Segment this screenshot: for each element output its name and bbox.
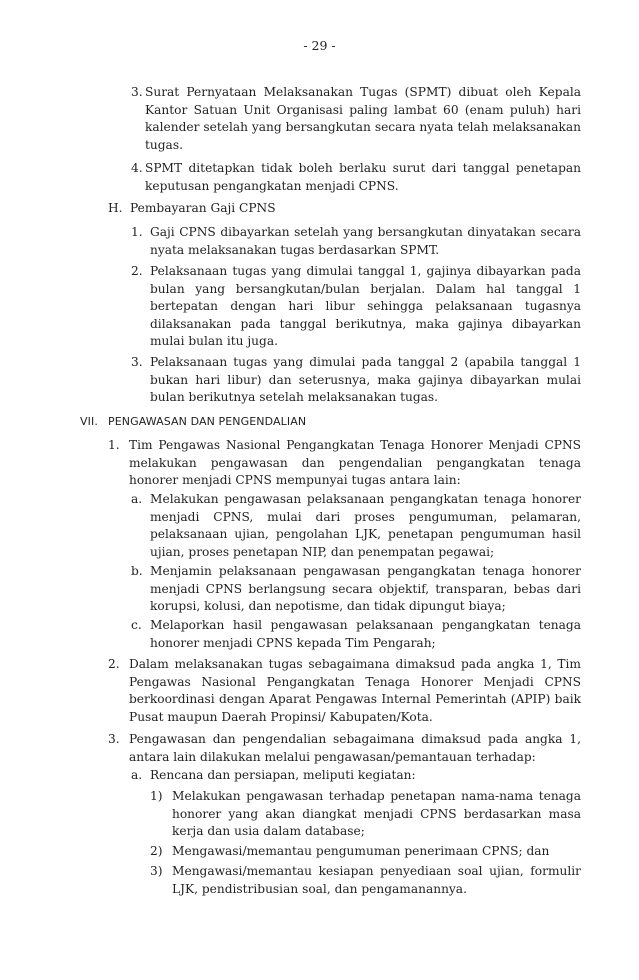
- item-number: 2.: [108, 657, 120, 671]
- item-text: Pelaksanaan tugas yang dimulai pada tanggal 2 (apabila tanggal 1 bukan hari libur) dan seterusnya, maka gajinya dibayarkan mulai bulan berikutnya setelah melaksanakan tugas.: [150, 355, 581, 405]
- section-h-item-2: [131, 263, 581, 351]
- item-text: Rencana dan persiapan, meliputi kegiatan:: [150, 768, 416, 782]
- item-text: Mengawasi/memantau pengumuman penerimaan CPNS; dan: [172, 844, 550, 858]
- item-text: Menjamin pelaksanaan pengawasan pengangkatan tenaga honorer menjadi CPNS berlangsung secara objektif, transparan, bebas dari korupsi, kolusi, dan nepotisme, dan tidak dipungut biaya;: [150, 564, 581, 614]
- section-vii-item-1: [108, 437, 581, 490]
- spmt-item-3: [131, 84, 581, 154]
- item-number: a.: [131, 768, 143, 782]
- section-title: Pembayaran Gaji CPNS: [130, 201, 276, 215]
- page-number: - 29 -: [303, 38, 336, 53]
- item-number: 3.: [131, 355, 143, 369]
- section-h-heading: [108, 200, 581, 218]
- item-number: 2.: [131, 264, 143, 278]
- item-number: 1): [150, 789, 163, 803]
- item-text: Melakukan pengawasan terhadap penetapan nama-nama tenaga honorer yang akan diangkat menjadi CPNS berdasarkan masa kerja dan usia dalam database;: [172, 789, 581, 839]
- section-vii-item-3-point-2: [150, 843, 581, 861]
- item-text: Melaporkan hasil pengawasan pelaksanaan pengangkatan tenaga honorer menjadi CPNS kepada Tim Pengarah;: [150, 618, 581, 650]
- section-label: VII.: [80, 415, 98, 428]
- section-vii-item-1-sub-a: [131, 491, 581, 561]
- section-label: H.: [108, 201, 123, 215]
- item-number: b.: [131, 564, 143, 578]
- item-text: Dalam melaksanakan tugas sebagaimana dimaksud pada angka 1, Tim Pengawas Nasional Pengangkatan Tenaga Honorer Menjadi CPNS berkoordinasi dengan Aparat Pengawas Internal Pemerintah (APIP) baik Pusat maupun Daerah Propinsi/ Kabupaten/Kota.: [129, 657, 581, 724]
- item-text: SPMT ditetapkan tidak boleh berlaku surut dari tanggal penetapan keputusan pengangkatan menjadi CPNS.: [145, 161, 581, 193]
- section-vii-item-1-sub-c: [131, 617, 581, 652]
- section-vii-item-2: [108, 656, 581, 726]
- item-number: 1.: [131, 225, 143, 239]
- item-number: c.: [131, 618, 142, 632]
- item-text: Pelaksanaan tugas yang dimulai tanggal 1, gajinya dibayarkan pada bulan yang bersangkutan/bulan berjalan. Dalam hal tanggal 1 bertepatan dengan hari libur sehingga pelaksanaan tugasnya dilaksanakan pada tanggal berikutnya, maka gajinya dibayarkan mulai bulan itu juga.: [150, 264, 581, 349]
- item-number: 1.: [108, 438, 120, 452]
- section-vii-heading: [80, 413, 306, 430]
- item-text: Melakukan pengawasan pelaksanaan pengangkatan tenaga honorer menjadi CPNS, mulai dari proses pengumuman, pelamaran, pelaksanaan ujian, pengolahan LJK, penetapan pengumuman hasil ujian, proses penetapan NIP, dan penempatan pegawai;: [150, 492, 581, 559]
- item-text: Tim Pengawas Nasional Pengangkatan Tenaga Honorer Menjadi CPNS melakukan pengawasan dan pengendalian pengangkatan tenaga honorer menjadi CPNS mempunyai tugas antara lain:: [129, 438, 581, 488]
- item-number: 3.: [131, 85, 143, 99]
- section-vii-item-3-point-1: [150, 788, 581, 841]
- section-vii-item-1-sub-b: [131, 563, 581, 616]
- item-number: 3): [150, 864, 163, 878]
- item-text: Pengawasan dan pengendalian sebagaimana dimaksud pada angka 1, antara lain dilakukan melalui pengawasan/pemantauan terhadap:: [129, 732, 581, 764]
- section-vii-item-3-point-3: [150, 863, 581, 898]
- section-h-item-3: [131, 354, 581, 407]
- item-number: 2): [150, 844, 163, 858]
- item-text: Mengawasi/memantau kesiapan penyediaan soal ujian, formulir LJK, pendistribusian soal, dan pengamanannya.: [172, 864, 581, 896]
- section-vii-item-3: [108, 731, 581, 766]
- item-number: 3.: [108, 732, 120, 746]
- section-h-item-1: [131, 224, 581, 259]
- spmt-item-4: [131, 160, 581, 195]
- item-number: a.: [131, 492, 143, 506]
- section-vii-item-3-sub-a: [131, 767, 581, 785]
- item-number: 4.: [131, 161, 143, 175]
- section-title: PENGAWASAN DAN PENGENDALIAN: [108, 415, 307, 428]
- item-text: Gaji CPNS dibayarkan setelah yang bersangkutan dinyatakan secara nyata melaksanakan tugas berdasarkan SPMT.: [150, 225, 581, 257]
- item-text: Surat Pernyataan Melaksanakan Tugas (SPMT) dibuat oleh Kepala Kantor Satuan Unit Organisasi paling lambat 60 (enam puluh) hari kalender setelah yang bersangkutan secara nyata telah melaksanakan tugas.: [145, 85, 581, 152]
